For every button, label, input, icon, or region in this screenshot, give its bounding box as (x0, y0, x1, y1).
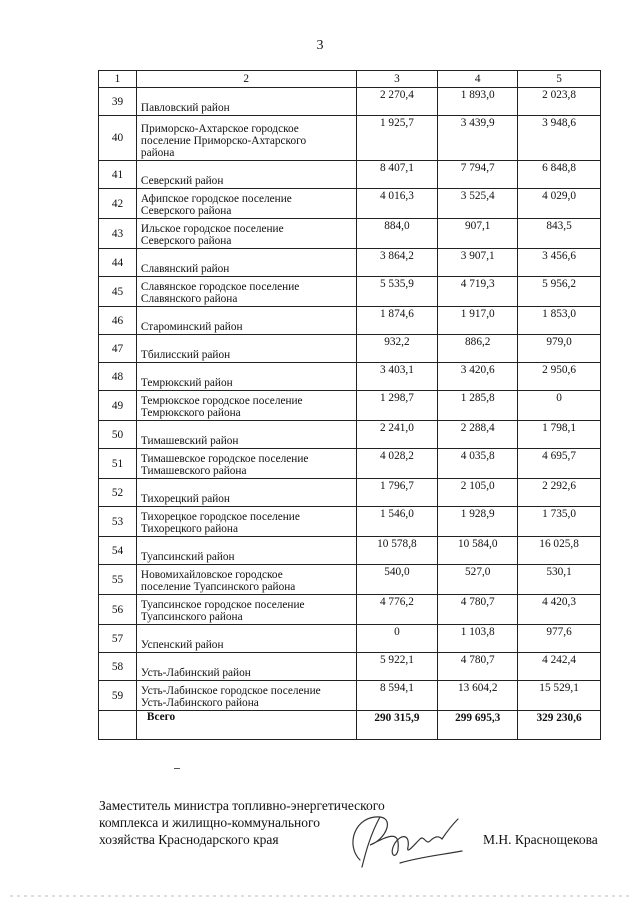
value-cell-col4: 4 719,3 (438, 277, 518, 307)
value-cell-col4: 527,0 (438, 565, 518, 595)
value-cell-col5: 1 735,0 (518, 507, 601, 537)
row-number: 48 (99, 363, 137, 391)
value-cell-col4: 2 105,0 (438, 479, 518, 507)
municipality-name-line: Успенский район (140, 639, 224, 651)
municipality-name-line: Северский район (140, 175, 224, 187)
municipality-name-line: Усть-Лабинский район (140, 667, 251, 679)
value-cell-col3: 2 270,4 (356, 88, 438, 116)
table-row (99, 507, 601, 537)
value-cell-col4: 1 917,0 (438, 307, 518, 335)
row-number: 50 (99, 421, 137, 449)
municipality-name-line: Туапсинский район (140, 551, 235, 563)
table-row (99, 88, 601, 116)
value-cell-col3: 1 796,7 (356, 479, 438, 507)
row-number: 51 (99, 449, 137, 479)
municipality-name (136, 653, 356, 681)
value-cell-col5: 977,6 (518, 625, 601, 653)
municipality-name (136, 421, 356, 449)
value-cell-col3: 3 864,2 (356, 249, 438, 277)
value-cell-col5: 979,0 (518, 335, 601, 363)
municipality-name-line: Тихорецкого района (140, 523, 238, 535)
value-cell-col3: 1 298,7 (356, 391, 438, 421)
municipality-name-line: Славянский район (140, 263, 230, 275)
row-number: 39 (99, 88, 137, 116)
municipality-name-line: Туапсинское городское поселение (140, 599, 305, 611)
value-cell-col3: 1 546,0 (356, 507, 438, 537)
column-header: 5 (518, 71, 601, 88)
value-cell-col4: 1 928,9 (438, 507, 518, 537)
municipality-name-line: Славянское городское поселение (140, 281, 300, 293)
table-row (99, 565, 601, 595)
value-cell-col5: 4 695,7 (518, 449, 601, 479)
municipality-name (136, 189, 356, 219)
municipality-name (136, 449, 356, 479)
municipality-name-line: Северского района (140, 235, 232, 247)
value-cell-col5: 6 848,8 (518, 161, 601, 189)
municipality-name-line: Тимашевского района (140, 465, 247, 477)
municipality-name-line: Усть-Лабинское городское поселение (140, 685, 321, 697)
value-cell-col3: 1 874,6 (356, 307, 438, 335)
value-cell-col5: 1 798,1 (518, 421, 601, 449)
table-row (99, 335, 601, 363)
row-number: 47 (99, 335, 137, 363)
value-cell-col5: 15 529,1 (518, 681, 601, 711)
row-number: 58 (99, 653, 137, 681)
municipality-name-line: Павловский район (140, 102, 230, 114)
table-row (99, 595, 601, 625)
table-row (99, 537, 601, 565)
table-row (99, 219, 601, 249)
value-cell-col4: 886,2 (438, 335, 518, 363)
table-row (99, 189, 601, 219)
row-number: 53 (99, 507, 137, 537)
row-number: 57 (99, 625, 137, 653)
municipality-name-line: Усть-Лабинского района (140, 697, 259, 709)
row-number: 43 (99, 219, 137, 249)
value-cell-col5: 3 948,6 (518, 116, 601, 161)
value-cell-col3: 5 535,9 (356, 277, 438, 307)
municipality-name (136, 88, 356, 116)
municipality-name (136, 565, 356, 595)
value-cell-col3: 3 403,1 (356, 363, 438, 391)
table-row (99, 653, 601, 681)
value-cell-col5: 4 420,3 (518, 595, 601, 625)
row-number: 41 (99, 161, 137, 189)
municipality-name-line: Староминский район (140, 321, 243, 333)
municipality-name (136, 595, 356, 625)
value-cell-col5: 2 950,6 (518, 363, 601, 391)
row-number: 55 (99, 565, 137, 595)
municipality-name (136, 363, 356, 391)
table-header-row (99, 71, 601, 88)
row-number: 40 (99, 116, 137, 161)
municipality-name (136, 335, 356, 363)
value-cell-col4: 3 420,6 (438, 363, 518, 391)
municipality-name-line: Тихорецкий район (140, 493, 230, 505)
municipality-name-line: Тимашевское городское поселение (140, 453, 309, 465)
table-row (99, 479, 601, 507)
row-number: 49 (99, 391, 137, 421)
municipality-name-line: района (140, 147, 175, 159)
value-cell-col4: 907,1 (438, 219, 518, 249)
municipality-name-line: Афипское городское поселение (140, 193, 292, 205)
total-value-col3: 290 315,9 (356, 711, 438, 740)
total-value-col4: 299 695,3 (438, 711, 518, 740)
value-cell-col5: 4 242,4 (518, 653, 601, 681)
municipality-name (136, 681, 356, 711)
row-number: 42 (99, 189, 137, 219)
table-row (99, 421, 601, 449)
municipality-name (136, 161, 356, 189)
municipality-name-line: Темрюкский район (140, 377, 233, 389)
value-cell-col5: 843,5 (518, 219, 601, 249)
municipality-name (136, 507, 356, 537)
value-cell-col4: 1 893,0 (438, 88, 518, 116)
municipality-name-line: Новомихайловское городское (140, 569, 283, 581)
municipality-name-line: Тихорецкое городское поселение (140, 511, 300, 523)
position-line: комплекса и жилищно-коммунального (99, 815, 320, 830)
value-cell-col5: 1 853,0 (518, 307, 601, 335)
value-cell-col3: 10 578,8 (356, 537, 438, 565)
table-row (99, 277, 601, 307)
value-cell-col3: 4 028,2 (356, 449, 438, 479)
value-cell-col3: 8 407,1 (356, 161, 438, 189)
table-row (99, 625, 601, 653)
table-row (99, 449, 601, 479)
value-cell-col4: 2 288,4 (438, 421, 518, 449)
value-cell-col4: 3 525,4 (438, 189, 518, 219)
value-cell-col4: 7 794,7 (438, 161, 518, 189)
value-cell-col4: 3 439,9 (438, 116, 518, 161)
total-label: Всего (136, 711, 356, 740)
municipality-name-line: поселение Приморско-Ахтарского (140, 135, 307, 147)
value-cell-col3: 4 776,2 (356, 595, 438, 625)
municipality-name (136, 249, 356, 277)
municipality-name (136, 307, 356, 335)
value-cell-col5: 2 292,6 (518, 479, 601, 507)
row-number: 46 (99, 307, 137, 335)
value-cell-col5: 2 023,8 (518, 88, 601, 116)
column-header: 2 (136, 71, 356, 88)
value-cell-col4: 1 103,8 (438, 625, 518, 653)
municipality-name-line: Тимашевский район (140, 435, 239, 447)
total-empty-cell (99, 711, 137, 740)
column-header: 3 (356, 71, 438, 88)
value-cell-col3: 1 925,7 (356, 116, 438, 161)
position-line: хозяйства Краснодарского края (99, 832, 279, 847)
value-cell-col3: 884,0 (356, 219, 438, 249)
municipality-name-line: Северского района (140, 205, 232, 217)
table-row (99, 391, 601, 421)
municipality-name-line: Туапсинского района (140, 611, 243, 623)
position-line: Заместитель министра топливно-энергетического (99, 798, 385, 813)
row-number: 52 (99, 479, 137, 507)
value-cell-col3: 2 241,0 (356, 421, 438, 449)
value-cell-col5: 4 029,0 (518, 189, 601, 219)
row-number: 59 (99, 681, 137, 711)
page-number: 3 (316, 38, 324, 53)
municipality-name-line: Тбилисский район (140, 349, 231, 361)
scan-mark (174, 768, 180, 769)
table-row (99, 363, 601, 391)
value-cell-col3: 0 (356, 625, 438, 653)
municipality-name (136, 625, 356, 653)
municipality-name (136, 537, 356, 565)
municipality-name (136, 391, 356, 421)
value-cell-col4: 4 035,8 (438, 449, 518, 479)
column-header: 1 (99, 71, 137, 88)
table-row (99, 249, 601, 277)
signer-name: М.Н. Краснощекова (483, 832, 598, 847)
table-row (99, 161, 601, 189)
municipality-name (136, 219, 356, 249)
budget-table (98, 70, 601, 740)
value-cell-col5: 5 956,2 (518, 277, 601, 307)
municipality-name-line: Темрюкского района (140, 407, 241, 419)
municipality-name (136, 479, 356, 507)
value-cell-col4: 10 584,0 (438, 537, 518, 565)
value-cell-col4: 4 780,7 (438, 595, 518, 625)
column-header: 4 (438, 71, 518, 88)
total-value-col5: 329 230,6 (518, 711, 601, 740)
municipality-name-line: Темрюкское городское поселение (140, 395, 303, 407)
municipality-name-line: Приморско-Ахтарское городское (140, 123, 299, 135)
value-cell-col3: 4 016,3 (356, 189, 438, 219)
table-body (99, 71, 601, 740)
scan-edge-strip (0, 890, 640, 902)
table-row (99, 307, 601, 335)
value-cell-col3: 540,0 (356, 565, 438, 595)
value-cell-col5: 16 025,8 (518, 537, 601, 565)
value-cell-col5: 0 (518, 391, 601, 421)
table-row (99, 681, 601, 711)
value-cell-col4: 1 285,8 (438, 391, 518, 421)
row-number: 56 (99, 595, 137, 625)
value-cell-col3: 932,2 (356, 335, 438, 363)
value-cell-col4: 3 907,1 (438, 249, 518, 277)
municipality-name (136, 277, 356, 307)
value-cell-col4: 13 604,2 (438, 681, 518, 711)
value-cell-col3: 8 594,1 (356, 681, 438, 711)
value-cell-col5: 530,1 (518, 565, 601, 595)
handwritten-signature (340, 805, 470, 875)
row-number: 54 (99, 537, 137, 565)
total-row (99, 711, 601, 740)
value-cell-col3: 5 922,1 (356, 653, 438, 681)
municipality-name-line: Славянского района (140, 293, 238, 305)
value-cell-col4: 4 780,7 (438, 653, 518, 681)
row-number: 45 (99, 277, 137, 307)
municipality-name-line: Ильское городское поселение (140, 223, 284, 235)
row-number: 44 (99, 249, 137, 277)
municipality-name-line: поселение Туапсинского района (140, 581, 296, 593)
municipality-name (136, 116, 356, 161)
value-cell-col5: 3 456,6 (518, 249, 601, 277)
table-row (99, 116, 601, 161)
